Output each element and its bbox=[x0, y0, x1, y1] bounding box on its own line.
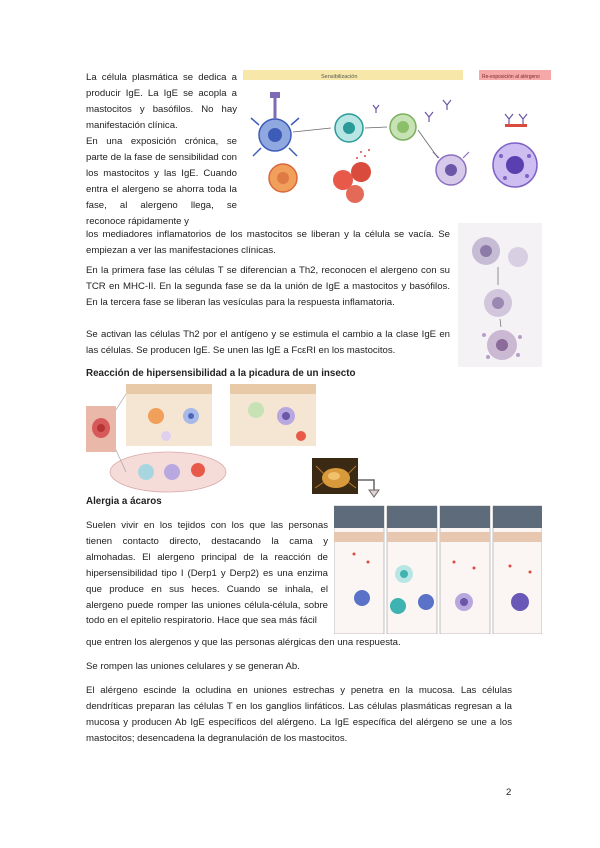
paragraph-mites: Suelen vivir en los tejidos con los que las personas tienen contacto directo, destacando la cama y almohadas. El alergeno principal de la reacción de hipersensibilidad tipo I (Derp1 y Derp2) es una enzima que produce en sus heces. Cuando se inhala, el alergeno puede romper las uniones célula-célula, sobre todo en el epitelio respiratorio. Hace que sea más fácil bbox=[86, 520, 328, 627]
paragraph-phases: En la primera fase las células T se diferencian a Th2, reconocen el alergeno con su TCR en MHC-II. En la segunda fase se da la unión de IgE a mastocitos y basófilos. En la tercera fase se liberan las vesículas para la respuesta inflamatoria. bbox=[86, 265, 450, 308]
mast-cell-degranulation-figure bbox=[458, 223, 542, 367]
paragraph-mites-cont: que entren los alergenos y que las personas alérgicas den una respuesta. bbox=[86, 637, 401, 648]
reexposure-header: Re-exposición al alérgeno bbox=[482, 74, 540, 80]
paragraph-th2-activation: Se activan las células Th2 por el antígeno y se estimula el cambio a la clase IgE en las células. Se producen IgE. Se unen las IgE a FcεRI en los mastocitos. bbox=[86, 329, 450, 356]
mite-allergy-figure bbox=[334, 502, 542, 634]
paragraph-cell-junctions: Se rompen las uniones celulares y se generan Ab. bbox=[86, 661, 300, 672]
page-number: 2 bbox=[506, 787, 512, 798]
heading-mite-allergy: Alergia a ácaros bbox=[86, 496, 162, 507]
paragraph-allergen-ocludin: El alérgeno escinde la ocludina en uniones estrechas y penetra en la mucosa. Las células dendríticas preparan las células T en los ganglios linfáticos. Las células plasmáticas regresan a la mucosa y producen Ab IgE específicos del alérgeno. La IgE específica del alérgeno se une a los mastocitos; desencadena la degranulación de los mastocitos. bbox=[86, 685, 512, 744]
arrow-icon bbox=[356, 475, 382, 501]
paragraph-chronic-exposure-cont: los mediadores inflamatorios de los mastocitos se liberan y la célula se vacía. Se empiezan a ver las manifestaciones clínicas. bbox=[86, 229, 450, 256]
paragraph-chronic-exposure: En una exposición crónica, se parte de la fase de sensibilidad con los mastocitos y las IgE. Cuando entra el alergeno se ahorra toda la fase, al alergeno llega, se reconoce rápidamente y bbox=[86, 136, 237, 227]
sensitization-figure bbox=[243, 70, 551, 220]
insect-bite-figure bbox=[86, 380, 318, 496]
sensitization-header: Sensibilización bbox=[321, 74, 358, 80]
paragraph-plasma-cell: La célula plasmática se dedica a producir IgE. La IgE se acopla a mastocitos y basófilos. No hay manifestación clínica. bbox=[86, 72, 237, 131]
heading-insect-bite: Reacción de hipersensibilidad a la picadura de un insecto bbox=[86, 368, 356, 379]
mite-photo bbox=[312, 458, 358, 494]
